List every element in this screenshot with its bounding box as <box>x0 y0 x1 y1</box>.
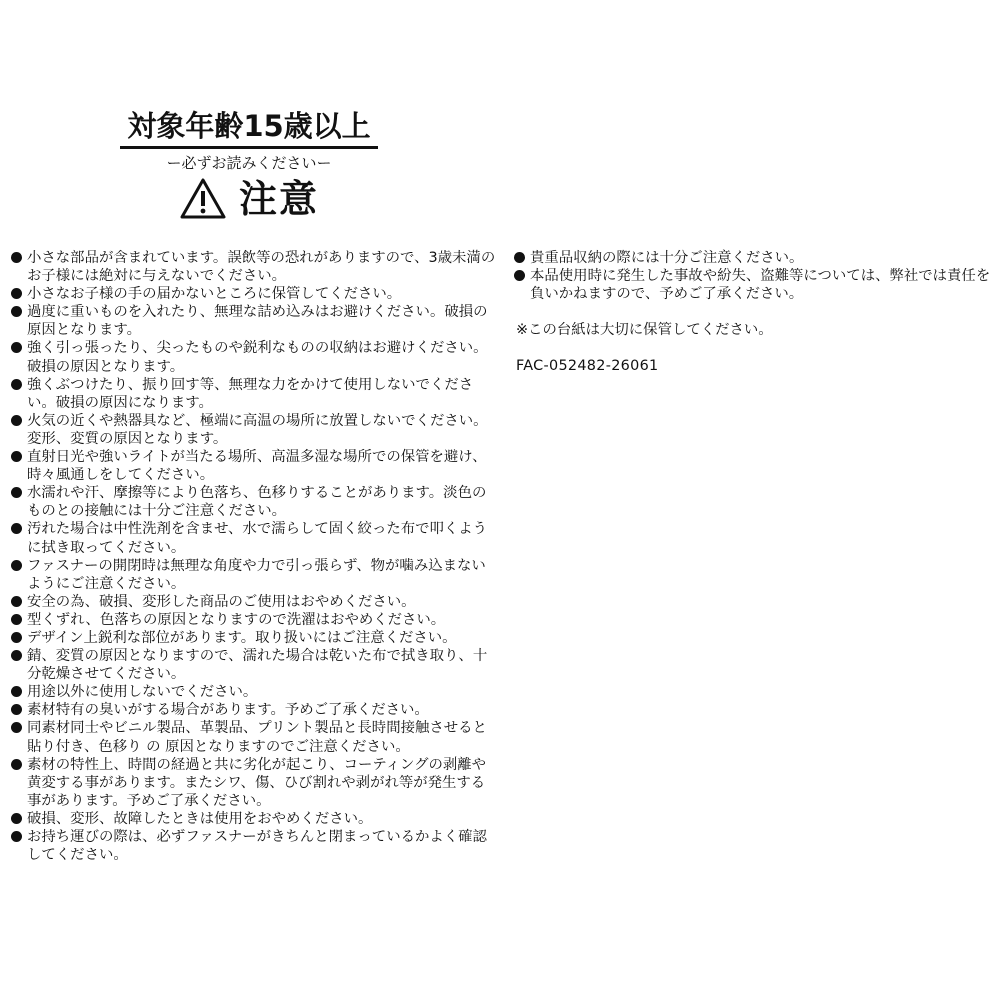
bullet-icon <box>11 252 22 263</box>
bullet-icon <box>11 487 22 498</box>
list-item: 水濡れや汗、摩擦等により色落ち、色移りすることがあります。淡色のものとの接触には十分ご注意ください。 <box>11 484 497 520</box>
bullet-icon <box>514 270 525 281</box>
warning-triangle-icon <box>179 177 227 221</box>
caution-title: 注意 <box>238 177 319 221</box>
bullet-icon <box>11 722 22 733</box>
warning-header <box>120 108 378 221</box>
caution-heading <box>120 177 378 221</box>
list-item: 貴重品収納の際には十分ご注意ください。 <box>514 249 994 267</box>
bullet-icon <box>11 415 22 426</box>
list-item: 破損、変形、故障したときは使用をおやめください。 <box>11 810 497 828</box>
list-item: 素材の特性上、時間の経過と共に劣化が起こり、コーティングの剥離や黄変する事があります。またシワ、傷、ひび割れや剥がれ等が発生する事があります。予めご了承ください。 <box>11 756 497 810</box>
bullet-icon <box>11 523 22 534</box>
list-item: 強く引っ張ったり、尖ったものや鋭利なものの収納はお避けください。破損の原因となります。 <box>11 339 497 375</box>
bullet-icon <box>11 379 22 390</box>
bullet-icon <box>11 686 22 697</box>
bullet-icon <box>514 252 525 263</box>
bullet-icon <box>11 632 22 643</box>
bullet-icon <box>11 813 22 824</box>
caution-list-right <box>514 249 994 375</box>
list-item: 小さな部品が含まれています。誤飲等の恐れがありますので、3歳未満のお子様には絶対に与えないでください。 <box>11 249 497 285</box>
please-read-caption: ー必ずお読みくださいー <box>166 154 332 172</box>
bullet-icon <box>11 704 22 715</box>
list-item: 型くずれ、色落ちの原因となりますので洗濯はおやめください。 <box>11 611 497 629</box>
title-underline <box>120 146 378 149</box>
bullet-icon <box>11 759 22 770</box>
bullet-icon <box>11 560 22 571</box>
list-item: 本品使用時に発生した事故や紛失、盗難等については、弊社では責任を負いかねますので、予めご了承ください。 <box>514 267 994 303</box>
bullet-icon <box>11 831 22 842</box>
list-item: 汚れた場合は中性洗剤を含ませ、水で濡らして固く絞った布で叩くように拭き取ってください。 <box>11 520 497 556</box>
list-item: ファスナーの開閉時は無理な角度や力で引っ張らず、物が噛み込まないようにご注意ください。 <box>11 557 497 593</box>
list-item: デザイン上鋭利な部位があります。取り扱いにはご注意ください。 <box>11 629 497 647</box>
age-rating-title: 対象年齢15歳以上 <box>127 109 371 143</box>
bullet-icon <box>11 596 22 607</box>
list-item: お持ち運びの際は、必ずファスナーがきちんと閉まっているかよく確認してください。 <box>11 828 497 864</box>
list-item: 用途以外に使用しないでください。 <box>11 683 497 701</box>
list-item: 安全の為、破損、変形した商品のご使用はおやめください。 <box>11 593 497 611</box>
storage-note: ※この台紙は大切に保管してください。 <box>516 322 773 339</box>
bullet-icon <box>11 614 22 625</box>
list-item: 直射日光や強いライトが当たる場所、高温多湿な場所での保管を避け、時々風通しをしてください。 <box>11 448 497 484</box>
list-item: 過度に重いものを入れたり、無理な詰め込みはお避けください。破損の原因となります。 <box>11 303 497 339</box>
bullet-icon <box>11 288 22 299</box>
list-item: 火気の近くや熱器具など、極端に高温の場所に放置しないでください。変形、変質の原因となります。 <box>11 412 497 448</box>
list-item: 小さなお子様の手の届かないところに保管してください。 <box>11 285 497 303</box>
list-item: 同素材同士やビニル製品、革製品、プリント製品と長時間接触させると貼り付き、色移り の 原因となりますのでご注意ください。 <box>11 719 497 755</box>
caution-list-left <box>11 249 497 864</box>
product-code: FAC-052482-26061 <box>516 358 659 375</box>
bullet-icon <box>11 342 22 353</box>
list-item: 素材特有の臭いがする場合があります。予めご了承ください。 <box>11 701 497 719</box>
bullet-icon <box>11 451 22 462</box>
bullet-icon <box>11 650 22 661</box>
bullet-icon <box>11 306 22 317</box>
list-item: 錆、変質の原因となりますので、濡れた場合は乾いた布で拭き取り、十分乾燥させてください。 <box>11 647 497 683</box>
list-item: 強くぶつけたり、振り回す等、無理な力をかけて使用しないでください。破損の原因になります。 <box>11 376 497 412</box>
